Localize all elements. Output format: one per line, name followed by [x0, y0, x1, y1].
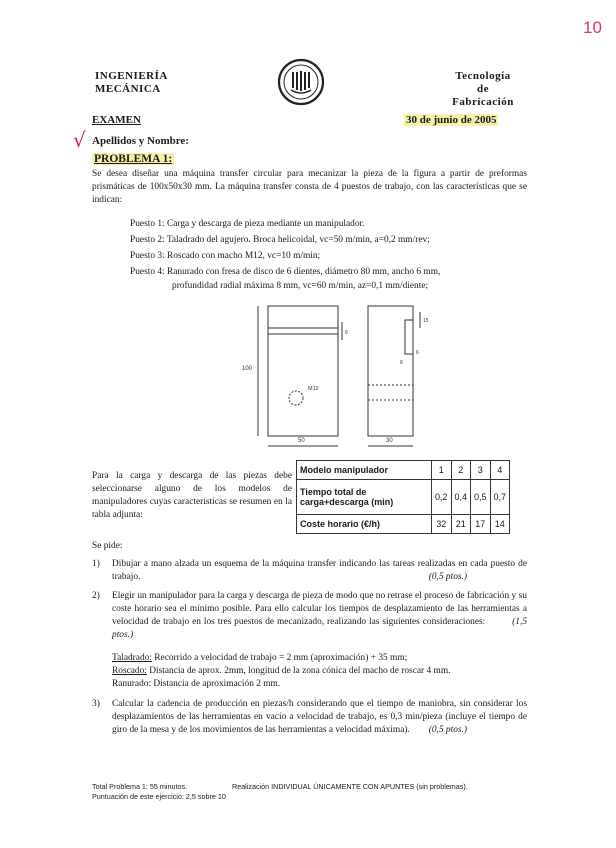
intro-paragraph: Se desea diseñar una máquina transfer circular para mecanizar la pieza de la figura a partir de preformas prismáticas de 100x50x30 mm. La máquina transfer consta de 4 puestos de trabajo, con las características que se indican: — [92, 169, 527, 205]
width-front-label: 50 — [298, 438, 305, 444]
table-cost-1: 32 — [432, 515, 452, 534]
question-1-text: Dibujar a mano alzada un esquema de la máquina transfer indicando las tareas realizadas en cada puesto de trabajo. — [112, 559, 527, 582]
consideration-ranurado: Ranurado: Distancia de aproximación 2 mm. — [112, 679, 281, 689]
side-view-slot — [405, 320, 413, 354]
dim-label-15: 15 — [423, 318, 429, 324]
question-1-points: (0,5 ptos.) — [428, 572, 467, 582]
manipulator-table — [296, 460, 510, 534]
table-time-2: 0,4 — [451, 480, 471, 515]
station-2: Puesto 2: Taladrado del agujero. Broca helicoidal, vc=50 m/min, a=0,2 mm/rev; — [130, 235, 430, 245]
page-number: 10 — [583, 18, 602, 37]
question-3-number: 3) — [92, 699, 100, 709]
university-seal-logo — [277, 58, 325, 106]
width-side-label: 30 — [386, 438, 393, 444]
question-3 — [92, 698, 527, 737]
table-time-4: 0,7 — [490, 480, 510, 515]
dim-label-8: 8 — [400, 360, 403, 366]
check-mark-icon: √ — [73, 128, 86, 152]
m12-label: M12 — [308, 386, 319, 392]
header-subject-line1: Tecnología de — [455, 70, 511, 95]
table-cost-3: 17 — [471, 515, 491, 534]
height-label: 100 — [242, 366, 253, 372]
table-model-4: 4 — [490, 461, 510, 480]
question-3-points: (0,5 ptos.) — [428, 725, 467, 735]
table-cost-label: Coste horario (€/h) — [297, 515, 432, 534]
front-view-outline — [268, 306, 338, 436]
side-view-outline — [368, 306, 413, 436]
header-subject — [448, 70, 518, 109]
station-3: Puesto 3: Roscado con macho M12, vc=10 m/min; — [130, 251, 321, 261]
footer-puntuacion: Puntuación de este ejercicio: 2,5 sobre 10 — [92, 792, 226, 801]
question-2 — [92, 590, 527, 642]
header-school-line1: INGENIERÍA — [95, 70, 168, 82]
station-4-cont: profundidad radial máxima 8 mm, vc=60 m/min, az=0,1 mm/diente; — [172, 281, 429, 291]
header-school-line2: MECÁNICA — [95, 83, 161, 95]
table-time-label: Tiempo total de carga+descarga (min) — [297, 480, 432, 515]
threaded-hole-icon — [289, 391, 303, 405]
taladrado-text: Recorrido a velocidad de trabajo = 2 mm (aproximación) + 35 mm; — [154, 653, 408, 663]
roscado-text: Distancia de aprox. 2mm, longitud de la zona cónica del macho de roscar 4 mm. — [149, 666, 451, 676]
question-1-number: 1) — [92, 559, 100, 569]
table-model-1: 1 — [432, 461, 452, 480]
station-1: Puesto 1: Carga y descarga de pieza mediante un manipulador. — [130, 219, 365, 229]
table-cost-4: 14 — [490, 515, 510, 534]
se-pide-label: Se pide: — [92, 541, 123, 551]
question-2-number: 2) — [92, 591, 100, 601]
name-label: Apellidos y Nombre: — [92, 135, 189, 147]
roscado-label: Roscado: — [112, 666, 147, 676]
problem-title: PROBLEMA 1: — [94, 153, 173, 165]
question-2-points: (1,5 ptos.) — [112, 617, 528, 640]
footer-total: Total Problema 1: 55 minutos. — [92, 782, 188, 791]
header-school — [95, 70, 168, 96]
table-model-2: 2 — [451, 461, 471, 480]
question-1 — [92, 558, 527, 584]
table-model-3: 3 — [471, 461, 491, 480]
exam-date: 30 de junio de 2005 — [406, 114, 497, 126]
question-2-text: Elegir un manipulador para la carga y descarga de pieza de modo que no retrase el proceso de fabricación y su coste horario sea el mínimo posible. Para ello calcular los tiempos de desplazamiento de las herramientas a velocidad de trabajo en los tres puestos de mecanizado, realizando las siguientes consideraciones: — [112, 591, 527, 627]
footer-realizacion: Realización INDIVIDUAL ÚNICAMENTE CON APUNTES (sin problemas). — [232, 782, 468, 791]
question-3-text: Calcular la cadencia de producción en piezas/h considerando que el tiempo de maniobra, sin considerar los desplazamientos de las herramientas en vacío a velocidad de trabajo, es 0,3 min/pieza (incluye el tiempo de giro de la mesa y de los movimientos de las herramientas a velocidad máxima). — [112, 699, 527, 735]
consideration-roscado — [112, 665, 532, 678]
table-time-3: 0,5 — [471, 480, 491, 515]
table-header-label: Modelo manipulador — [297, 461, 432, 480]
table-row — [297, 480, 510, 515]
table-row — [297, 515, 510, 534]
dim-label-6a: 6 — [345, 330, 348, 336]
header-subject-line2: Fabricación — [452, 96, 514, 108]
dim-label-6b: 6 — [416, 350, 419, 356]
part-drawing — [240, 298, 480, 458]
taladrado-label: Taladrado: — [112, 653, 152, 663]
table-row — [297, 461, 510, 480]
table-time-1: 0,2 — [432, 480, 452, 515]
table-cost-2: 21 — [451, 515, 471, 534]
consideration-taladrado — [112, 652, 532, 665]
station-4: Puesto 4: Ranurado con fresa de disco de 6 dientes, diámetro 80 mm, ancho 6 mm, — [130, 267, 441, 277]
exam-title: EXAMEN — [92, 114, 141, 126]
manipulator-paragraph: Para la carga y descarga de las piezas debe seleccionarse alguno de los modelos de manipuladores cuyas características se resumen en la tabla adjunta: — [92, 471, 292, 520]
